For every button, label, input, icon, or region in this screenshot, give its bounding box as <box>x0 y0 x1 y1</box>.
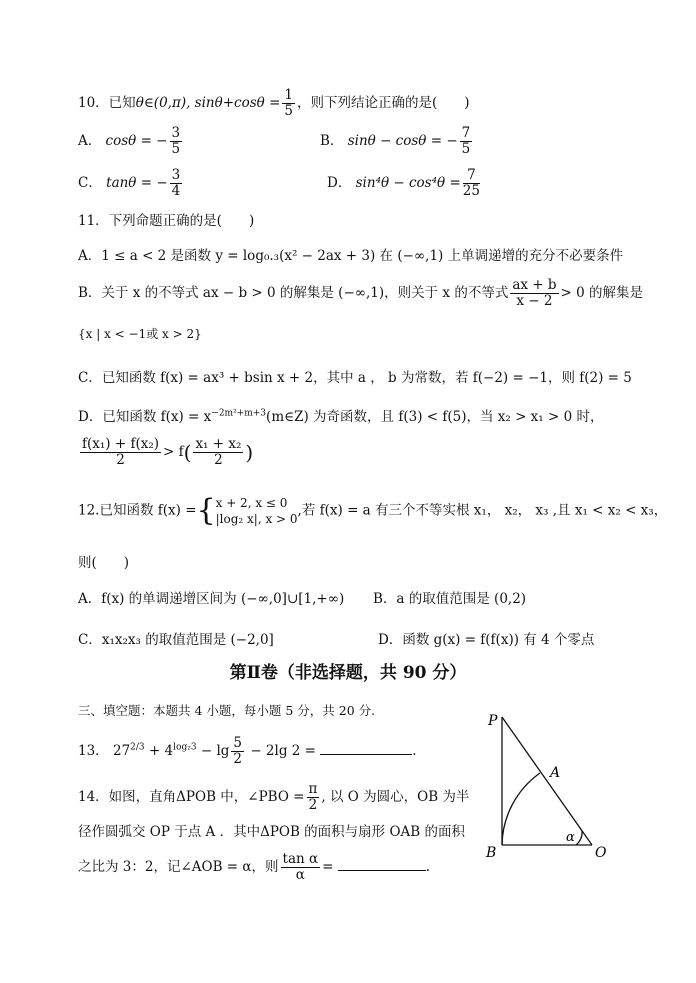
q14-line3-pre: 之比为 3：2，记∠AOB = α，则 <box>78 859 279 875</box>
q13-post: − 2lg 2 = <box>250 743 316 759</box>
q10-a-frac <box>170 126 183 157</box>
q13-exp1: 2/3 <box>130 742 145 753</box>
q11-b-frac <box>510 278 558 309</box>
q14-line3-den: α <box>295 867 305 883</box>
part3-heading: 三、填空题：本题共 4 小题，每小题 5 分，共 20 分. <box>78 703 376 718</box>
q12-stem-cont: 则( ) <box>78 555 130 571</box>
triangle-lines <box>502 717 592 845</box>
q12-option-c: C．x₁x₂x₃ 的取值范围是 (−2,0] <box>78 632 274 648</box>
q10-c-label: C． <box>78 175 102 191</box>
q10-stem-den: 5 <box>284 103 293 119</box>
q10-a-num: 3 <box>171 125 181 141</box>
q13-answer-blank[interactable] <box>320 742 412 755</box>
q13 <box>78 736 417 767</box>
q12-stem <box>78 495 667 527</box>
q10-stem-num: 1 <box>284 87 293 103</box>
q10-stem-cond: θ∈(0,π), sinθ+cosθ = <box>135 95 281 111</box>
q13-frac-den: 2 <box>233 751 243 767</box>
q10-b-expr: sinθ − cosθ = − <box>347 133 458 149</box>
q10-d-frac <box>463 168 480 199</box>
q13-exp2: log₂3 <box>173 742 197 753</box>
q14-line3-frac <box>281 852 321 883</box>
q12-option-b: B．a 的取值范围是 (0,2) <box>373 591 527 607</box>
q10-stem-pre: 10．已知 <box>78 95 136 111</box>
q12-case2: |log₂ x|, x > 0 <box>215 512 298 526</box>
q12-stem-pre: 12.已知函数 f(x) = <box>78 502 197 519</box>
q11-option-a: A．1 ≤ a < 2 是函数 y = log₀.₃(x² − 2ax + 3) 在 (−∞,1) 上单调递增的充分不必要条件 <box>78 248 624 264</box>
q11-d-frac2 <box>193 437 243 468</box>
q10-stem-frac <box>282 88 295 119</box>
arc-ba <box>502 773 540 845</box>
q14-line1-num: π <box>308 781 318 797</box>
q13-frac <box>231 736 244 767</box>
q13-frac-num: 5 <box>233 735 243 751</box>
q11-option-c: C．已知函数 f(x) = ax³ + bsin x + 2，其中 a ， b 为常数，若 f(−2) = −1，则 f(2) = 5 <box>78 370 632 386</box>
q10-stem-post: ，则下列结论正确的是( ) <box>297 95 470 111</box>
q11-option-d <box>78 405 603 425</box>
label-alpha: α <box>566 830 575 845</box>
q13-num: 13． <box>78 743 109 759</box>
side-po <box>502 717 592 845</box>
q10-option-c <box>78 168 184 199</box>
q11-b-post: > 0 的解集是 <box>560 285 644 301</box>
q10-option-a <box>78 126 184 157</box>
q13-end: . <box>412 743 417 759</box>
label-a: A <box>550 765 561 781</box>
q10-a-den: 5 <box>171 141 181 157</box>
q10-c-frac <box>170 168 183 199</box>
q11-b-den: x − 2 <box>516 293 553 309</box>
q10-a-label: A． <box>78 133 102 149</box>
q10-c-expr: tanθ = − <box>106 175 168 191</box>
q11-d-frac-den: 2 <box>116 452 125 468</box>
label-o: O <box>595 845 607 861</box>
triangle-figure <box>480 705 620 865</box>
q14-line3 <box>78 852 430 883</box>
q11-option-b <box>78 278 643 309</box>
q10-b-den: 5 <box>461 141 471 157</box>
q11-d-mid: > f <box>163 444 184 460</box>
q14-line1-post: , 以 O 为圆心，OB 为半 <box>321 789 470 805</box>
q14-line3-post: = <box>322 859 334 875</box>
q14-line1-frac <box>307 782 320 813</box>
q11-d-frac2-num: x₁ + x₂ <box>195 436 242 452</box>
q10-a-expr: cosθ = − <box>105 133 168 149</box>
q14-line2: 径作圆弧交 OP 于点 A ．其中ΔPOB 的面积与扇形 OAB 的面积 <box>78 824 465 840</box>
q10-d-num: 7 <box>463 168 480 184</box>
angle-alpha-arc <box>576 831 582 845</box>
q10-c-den: 4 <box>171 183 181 199</box>
section2-title: 第Ⅱ卷（非选择题，共 90 分） <box>229 663 467 683</box>
q13-mid: + 4 <box>148 743 174 759</box>
q11-option-d-cont: $\frac{\text{f(x₁) + f(x₂)}}{2}$ > f( $\frac{\text{x₁ + x₂}}{2}$ ) <box>82 436 254 468</box>
label-b: B <box>486 845 497 861</box>
q10-b-label: B． <box>320 133 344 149</box>
q13-mid2: − lg <box>200 743 230 759</box>
q11-b-pre: B．关于 x 的不等式 ax − b > 0 的解集是 (−∞,1)，则关于 x 的不等式 <box>78 285 509 301</box>
q11-option-b-cont: {x | x < −1或 x > 2} <box>78 327 202 341</box>
q12-cases <box>216 495 298 527</box>
q11-d-exp: −2m²+m+3 <box>211 408 267 419</box>
q12-stem-post: ,若 f(x) = a 有三个不等实根 x₁， x₂， x₃ ,且 x₁ < x₂ < x₃， <box>297 502 668 519</box>
q10-stem <box>78 88 470 119</box>
q11-d-pre: D．已知函数 f(x) = x <box>78 409 212 425</box>
label-p: P <box>488 713 498 729</box>
q10-option-d <box>327 168 482 199</box>
q10-b-num: 7 <box>461 125 471 141</box>
q10-d-expr: sin⁴θ − cos⁴θ = <box>355 175 461 191</box>
q14-answer-blank[interactable] <box>338 858 426 871</box>
q10-b-frac <box>460 126 473 157</box>
q10-d-label: D． <box>327 175 352 191</box>
q14-line1-den: 2 <box>308 797 318 813</box>
q11-d-frac2-den: 2 <box>214 452 223 468</box>
q14-line1 <box>78 782 469 813</box>
q12-option-a: A．f(x) 的单调递增区间为 (−∞,0]∪[1,+∞) <box>78 591 345 607</box>
q11-d-post: (m∈Z) 为奇函数，且 f(3) < f(5)，当 x₂ > x₁ > 0 时， <box>266 409 604 425</box>
q13-base1: 27 <box>112 743 131 759</box>
q12-brace: { <box>196 493 216 528</box>
q11-d-frac-num: f(x₁) + f(x₂) <box>82 436 160 452</box>
q14-end: . <box>425 859 431 875</box>
q11-b-num: ax + b <box>512 277 557 293</box>
q10-d-den: 25 <box>462 183 480 199</box>
q12-case1: x + 2, x ≤ 0 <box>215 496 288 510</box>
q10-option-b <box>320 126 474 157</box>
q10-c-num: 3 <box>171 167 181 183</box>
q11-d-frac <box>80 437 161 468</box>
q14-line1-pre: 14．如图，直角ΔPOB 中，∠PBO = <box>78 789 305 805</box>
q11-stem: 11．下列命题正确的是( ) <box>78 213 255 229</box>
q12-option-d: D．函数 g(x) = f(f(x)) 有 4 个零点 <box>378 632 595 648</box>
q14-line3-num: tan α <box>282 851 319 867</box>
